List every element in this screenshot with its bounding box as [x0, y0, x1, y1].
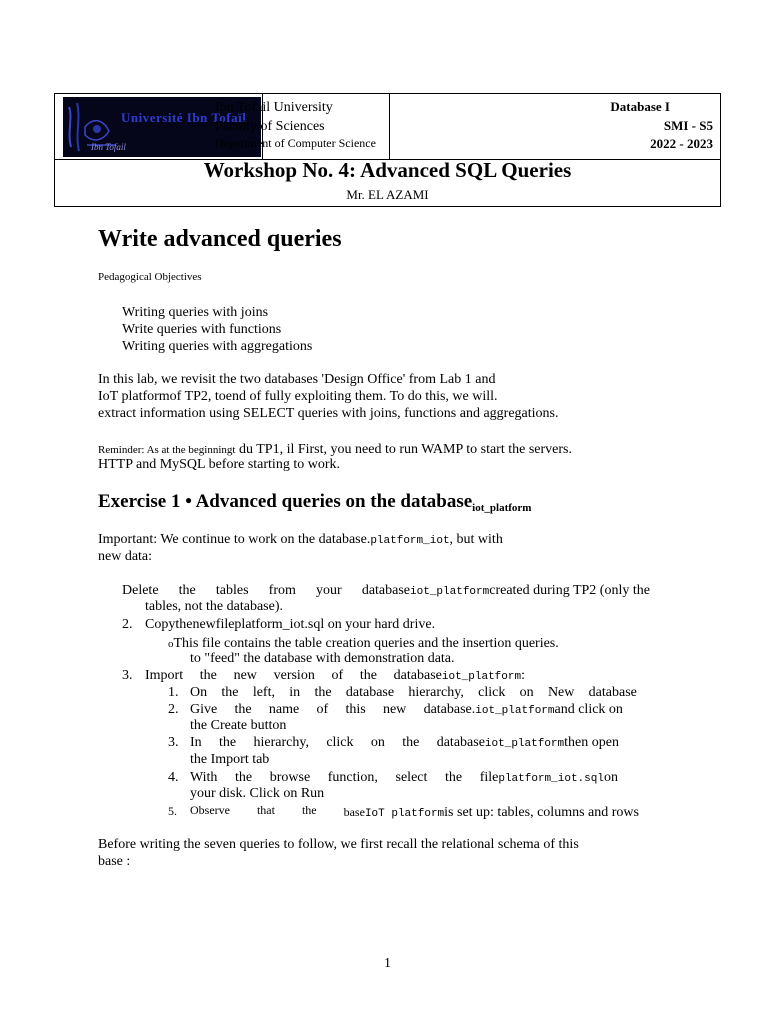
- step-2-sub-line2: to "feed" the database with demonstration data.: [190, 651, 455, 666]
- word: the: [444, 770, 463, 785]
- word: click: [478, 685, 506, 700]
- intro-line: extract information using SELECT queries with joins, functions and aggregations.: [98, 406, 559, 421]
- step-2: [145, 617, 436, 633]
- word: function,: [327, 770, 378, 785]
- word: created during TP2 (only the: [489, 583, 650, 598]
- word: the: [221, 685, 239, 700]
- substep-1: [190, 685, 637, 701]
- header-divider: [389, 94, 390, 159]
- list-item-text: Writing queries with joins: [122, 305, 269, 320]
- word: the: [314, 685, 332, 700]
- word: fileplatform_iot.sql on your hard drive.: [215, 617, 436, 632]
- word: database: [436, 735, 485, 750]
- word: in: [289, 685, 301, 700]
- reminder: [98, 440, 572, 458]
- header-table: [54, 93, 721, 207]
- list-item: [122, 322, 281, 338]
- word: hierarchy,: [253, 735, 309, 750]
- word: file: [479, 770, 499, 785]
- list-item-text: Write queries with functions: [122, 322, 282, 337]
- word: version: [273, 668, 315, 683]
- page-number: 1: [384, 956, 391, 971]
- author: Mr. EL AZAMI: [346, 187, 429, 202]
- circle-bullet-icon: o: [168, 638, 174, 650]
- word: the: [301, 803, 317, 817]
- word: new: [382, 702, 407, 717]
- word-group: [480, 770, 618, 786]
- important-text-end: , but with: [449, 532, 503, 547]
- substep-line: [190, 702, 623, 718]
- logo-caption: Ibn Tofail: [91, 142, 126, 152]
- academic-year: 2022 - 2023: [650, 136, 713, 151]
- word: left,: [252, 685, 275, 700]
- important-note: [98, 532, 503, 548]
- inline-code: IoT platform: [364, 808, 445, 820]
- step-1: [122, 583, 650, 599]
- intro-line: IoT platformof TP2, toend of fully exploiting them. To do this, we will.: [98, 389, 498, 404]
- word: hierarchy,: [408, 685, 464, 700]
- word: New: [547, 685, 575, 700]
- important-text: Important: We continue to work on the database.: [98, 532, 371, 547]
- substep-number: 2.: [168, 702, 179, 717]
- word: database: [345, 685, 395, 700]
- word: from: [268, 583, 296, 598]
- word: click: [326, 735, 354, 750]
- substep-2: [190, 702, 623, 718]
- word: the: [175, 617, 193, 632]
- header-top-row: [55, 94, 720, 160]
- substep-line: [190, 770, 618, 786]
- word: name: [268, 702, 300, 717]
- substep-line2: the Import tab: [190, 752, 270, 767]
- word: database: [588, 685, 637, 700]
- step-2-sub: [168, 634, 559, 652]
- reminder-prefix: Reminder: As at the beginningt: [98, 444, 236, 456]
- inline-code: iot_platform: [410, 586, 490, 598]
- word: :: [521, 668, 525, 683]
- step-2-number: 2.: [122, 617, 133, 632]
- substep-line2: your disk. Click on Run: [190, 786, 325, 801]
- word-group: [437, 735, 619, 751]
- word: select: [395, 770, 428, 785]
- word: On: [190, 685, 208, 700]
- word: of: [331, 668, 344, 683]
- step-3: [145, 668, 525, 684]
- word: the: [402, 735, 420, 750]
- word: the: [178, 583, 196, 598]
- substep-5: [190, 803, 639, 821]
- list-item: [122, 339, 312, 355]
- list-item-text: Writing queries with aggregations: [122, 339, 313, 354]
- word: database.: [423, 702, 476, 717]
- word: the: [359, 668, 377, 683]
- faculty-name: Faculty of Sciences: [215, 119, 325, 134]
- word: database: [361, 583, 411, 598]
- word: base: [343, 805, 365, 819]
- course-name: Database I: [610, 99, 670, 114]
- word: Observe: [190, 803, 230, 817]
- step-1-line: [122, 583, 650, 599]
- section-title: Write advanced queries: [98, 226, 342, 252]
- department-name: Department of Computer Science: [215, 136, 376, 150]
- substep-number: 4.: [168, 770, 179, 785]
- word: the: [235, 770, 253, 785]
- substep-number: 3.: [168, 735, 179, 750]
- step-2-sub-text: This file contains the table creation queries and the insertion queries.: [173, 636, 559, 651]
- word: on: [519, 685, 534, 700]
- substep-number: 5.: [168, 804, 177, 818]
- important-note-line2: new data:: [98, 549, 153, 564]
- intro-line: In this lab, we revisit the two databases 'Design Office' from Lab 1 and: [98, 372, 496, 387]
- word: new: [233, 668, 257, 683]
- logo-wordmark: Université Ibn Tofaïl: [121, 110, 247, 125]
- step-3-line: [145, 668, 525, 684]
- word: of: [316, 702, 329, 717]
- word: the: [234, 702, 252, 717]
- word: new: [192, 617, 216, 632]
- step-1-line2: tables, not the database).: [145, 599, 284, 614]
- word: that: [256, 803, 275, 817]
- word-group: [344, 803, 639, 821]
- reminder-line2: HTTP and MySQL before starting to work.: [98, 457, 340, 472]
- program-name: SMI - S5: [663, 118, 713, 133]
- exercise-title-subscript: iot_platform: [472, 502, 532, 514]
- word: then open: [564, 735, 619, 750]
- word: on: [603, 770, 618, 785]
- step-3-number: 3.: [122, 668, 133, 683]
- word: Copy: [145, 617, 176, 632]
- inline-code: platform_iot.sql: [498, 773, 604, 785]
- substep-3: [190, 735, 619, 751]
- word: on: [370, 735, 385, 750]
- substep-line2: the Create button: [190, 718, 287, 733]
- step-2-line: [145, 617, 436, 633]
- page-title: Workshop No. 4: Advanced SQL Queries: [203, 158, 572, 182]
- word: browse: [269, 770, 311, 785]
- word: Give: [190, 702, 218, 717]
- word: this: [345, 702, 366, 717]
- word: database: [393, 668, 442, 683]
- word: is set up: tables, columns and rows: [444, 805, 639, 820]
- university-name: Ibn Tofail University: [215, 100, 333, 115]
- closing-line2: base :: [98, 854, 131, 869]
- inline-code: iot_platform: [484, 738, 565, 750]
- reminder-text: du TP1, il First, you need to run WAMP to start the servers.: [235, 442, 572, 457]
- word: Delete: [122, 583, 159, 598]
- word-group: [394, 668, 525, 684]
- substep-line: [190, 735, 619, 751]
- word: tables: [215, 583, 249, 598]
- word: your: [316, 583, 342, 598]
- word: Import: [145, 668, 184, 683]
- inline-code: iot_platform: [475, 705, 555, 717]
- word: the: [199, 668, 217, 683]
- inline-code: platform_iot: [370, 535, 450, 547]
- word: In: [190, 735, 202, 750]
- substep-number: 1.: [168, 685, 179, 700]
- word-group: [362, 583, 650, 599]
- substep-line: [190, 803, 639, 821]
- word-group: [424, 702, 623, 718]
- word: the: [219, 735, 237, 750]
- word: and click on: [554, 702, 623, 717]
- objectives-label: Pedagogical Objectives: [98, 271, 202, 283]
- closing-line: Before writing the seven queries to follow, we first recall the relational schema of this: [98, 837, 579, 852]
- exercise-title-text: Exercise 1 • Advanced queries on the database: [98, 491, 473, 512]
- substep-line: [190, 685, 637, 701]
- word: With: [190, 770, 218, 785]
- inline-code: iot_platform: [441, 671, 522, 683]
- list-item: [122, 305, 268, 321]
- substep-4: [190, 770, 618, 786]
- exercise-title: [98, 491, 531, 513]
